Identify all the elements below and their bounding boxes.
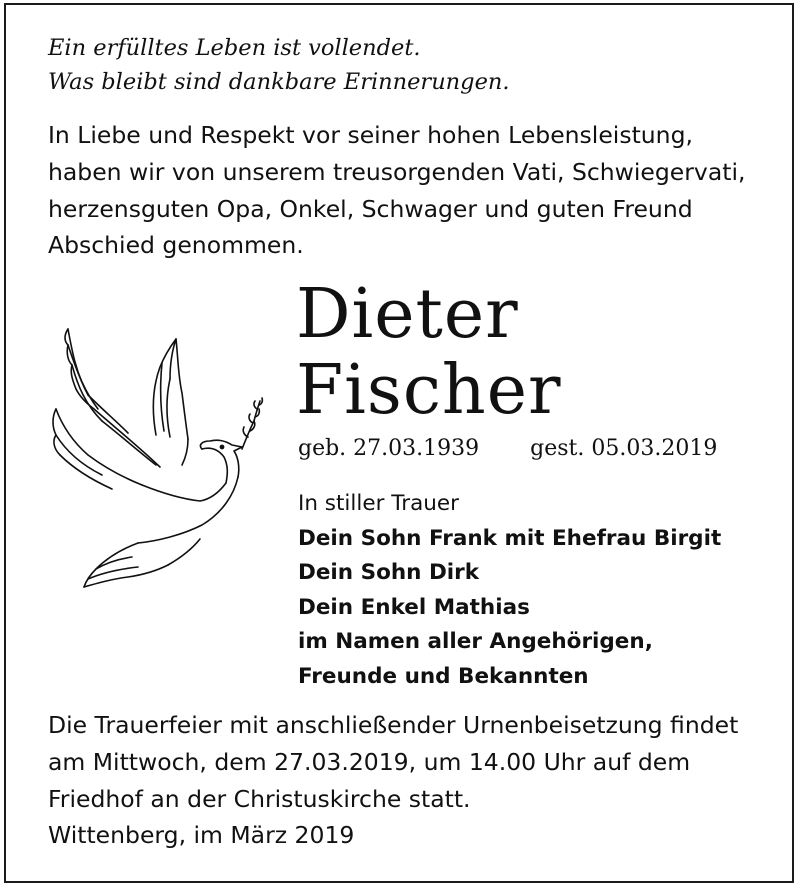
mourners-list <box>298 487 721 695</box>
motto-line: Was bleibt sind dankbare Erinnerungen. <box>48 69 510 95</box>
funeral-line: Friedhof an der Christuskirche statt. <box>48 784 471 813</box>
motto <box>48 31 510 99</box>
mourner-line: im Namen aller Angehörigen, <box>298 629 653 655</box>
motto-line: Ein erfülltes Leben ist vollendet. <box>48 35 421 61</box>
dove-icon <box>42 317 272 607</box>
intro-line: haben wir von unserem treusorgenden Vati, Schwiegervati, <box>48 157 746 186</box>
place-and-date: Wittenberg, im März 2019 <box>48 821 355 849</box>
funeral-details <box>48 707 738 817</box>
mourner-line: Dein Enkel Mathias <box>298 594 530 620</box>
mourning-lead: In stiller Trauer <box>298 491 459 516</box>
intro-line: In Liebe und Respekt vor seiner hohen Lebensleistung, <box>48 121 693 149</box>
death-date: gest. 05.03.2019 <box>530 436 718 461</box>
intro-line: herzensguten Opa, Onkel, Schwager und guten Freund <box>48 194 693 223</box>
obituary-notice <box>4 3 794 883</box>
funeral-line: Die Trauerfeier mit anschließender Urnenbeisetzung findet <box>48 711 739 739</box>
first-name: Dieter <box>296 275 519 354</box>
intro-line: Abschied genommen. <box>48 231 304 260</box>
mourner-line: Dein Sohn Dirk <box>298 560 480 586</box>
life-dates <box>298 436 717 461</box>
intro-text <box>48 117 745 264</box>
mourner-line: Freunde und Bekannten <box>298 663 589 689</box>
birth-date: geb. 27.03.1939 <box>298 436 480 461</box>
deceased-name <box>296 277 561 429</box>
mourner-line: Dein Sohn Frank mit Ehefrau Birgit <box>298 525 722 551</box>
last-name: Fischer <box>296 351 562 430</box>
funeral-line: am Mittwoch, dem 27.03.2019, um 14.00 Uhr auf dem <box>48 747 691 776</box>
